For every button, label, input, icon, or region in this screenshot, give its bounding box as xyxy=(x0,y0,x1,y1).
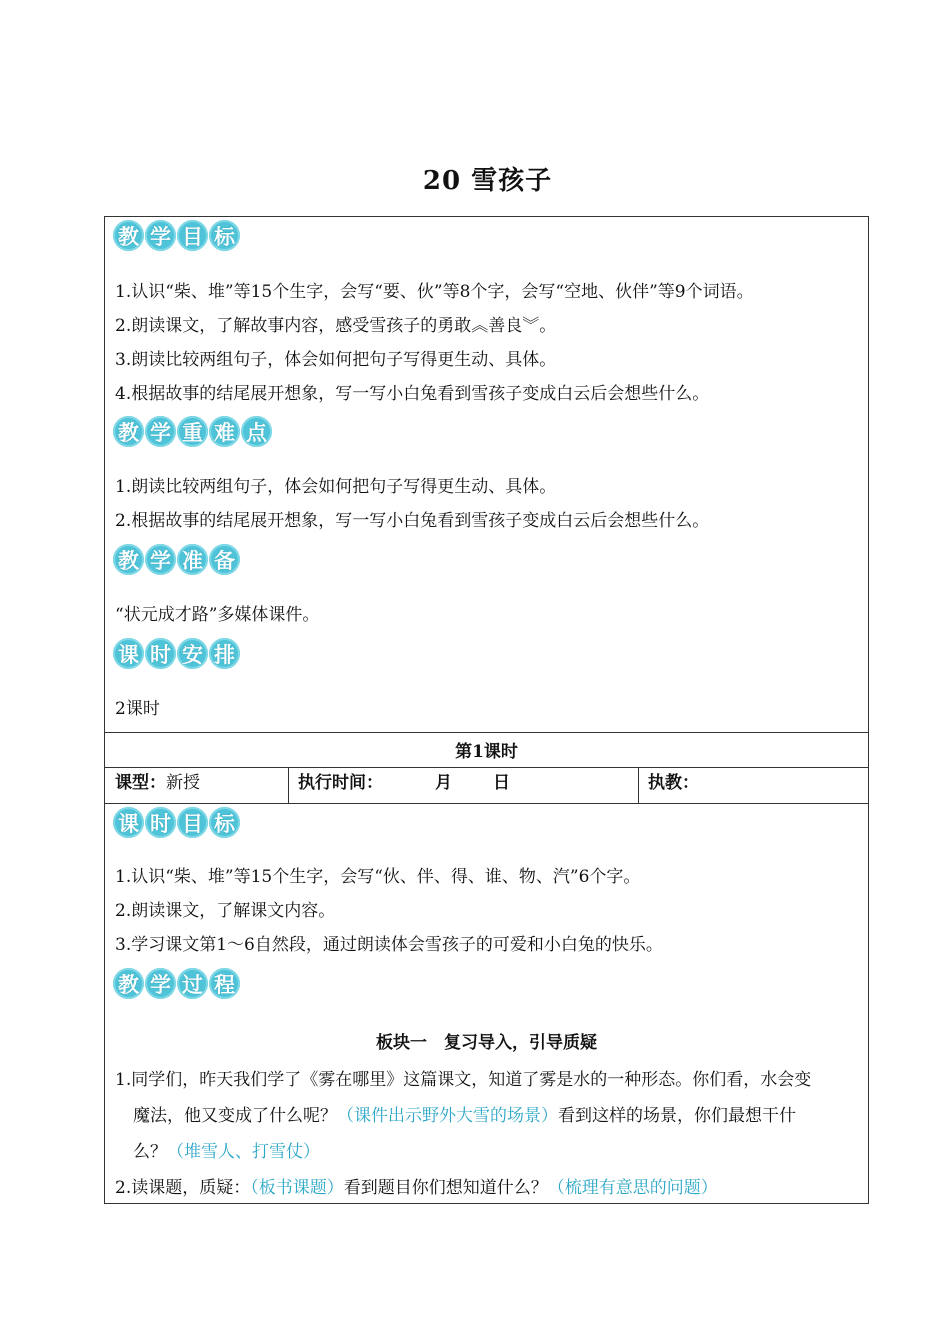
badge-char: 目 xyxy=(177,220,208,251)
badge-char: 时 xyxy=(145,638,176,669)
preparation-text: “状元成才路”多媒体课件。 xyxy=(115,605,320,625)
teacher-note: （课件出示野外大雪的场景） xyxy=(337,1106,558,1126)
badge-char: 教 xyxy=(113,416,144,447)
badge-char: 时 xyxy=(145,807,176,838)
teacher-cell xyxy=(638,768,868,804)
badge-char: 课 xyxy=(113,638,144,669)
objective-item: 1.认识“柴、堆”等15个生字，会写“要、伙”等8个字，会写“空地、伙伴”等9个词语。 xyxy=(115,282,754,302)
badge-char: 学 xyxy=(145,968,176,999)
badge-char: 准 xyxy=(177,544,208,575)
objective-item: 2.朗读课文，了解故事内容，感受雪孩子的勇敢︽善良︾。 xyxy=(115,316,557,336)
badge-char: 重 xyxy=(177,416,208,447)
process-text: 么？ xyxy=(133,1142,167,1162)
badge-char: 教 xyxy=(113,968,144,999)
teacher-note: （梳理有意思的问题） xyxy=(547,1178,718,1198)
time-cell xyxy=(288,768,638,804)
process-badge xyxy=(113,968,240,999)
badge-char: 学 xyxy=(145,416,176,447)
badge-char: 教 xyxy=(113,220,144,251)
lesson-body xyxy=(105,803,868,1203)
lesson-info-row xyxy=(105,767,868,804)
lesson-objectives-badge xyxy=(113,807,240,838)
time-label: 执行时间： xyxy=(298,773,383,793)
process-line xyxy=(115,1098,860,1134)
lesson-objective-item: 3.学习课文第1～6自然段，通过朗读体会雪孩子的可爱和小白兔的快乐。 xyxy=(115,935,663,955)
keypoint-item: 2.根据故事的结尾展开想象，写一写小白兔看到雪孩子变成白云后会想些什么。 xyxy=(115,511,710,531)
badge-char: 标 xyxy=(209,220,240,251)
type-cell xyxy=(105,768,288,804)
badge-char: 程 xyxy=(209,968,240,999)
lesson-header: 第1课时 xyxy=(455,742,518,762)
preparation-badge xyxy=(113,544,240,575)
process-text: 看到这样的场景，你们最想干什 xyxy=(558,1106,796,1126)
type-label: 课型： xyxy=(115,773,166,793)
badge-char: 学 xyxy=(145,220,176,251)
badge-char: 学 xyxy=(145,544,176,575)
badge-char: 过 xyxy=(177,968,208,999)
process-text: 魔法，他又变成了什么呢？ xyxy=(133,1106,337,1126)
objective-item: 3.朗读比较两组句子，体会如何把句子写得更生动、具体。 xyxy=(115,350,557,370)
objectives-badge xyxy=(113,220,240,251)
schedule-text: 2课时 xyxy=(115,699,160,719)
badge-char: 备 xyxy=(209,544,240,575)
section-title: 板块一 复习导入，引导质疑 xyxy=(376,1033,597,1053)
badge-char: 安 xyxy=(177,638,208,669)
teacher-note: （板书课题） xyxy=(250,1178,344,1198)
process-line xyxy=(115,1170,860,1206)
badge-char: 排 xyxy=(209,638,240,669)
objective-item: 4.根据故事的结尾展开想象，写一写小白兔看到雪孩子变成白云后会想些什么。 xyxy=(115,384,710,404)
badge-char: 难 xyxy=(209,416,240,447)
day-label: 日 xyxy=(493,773,510,793)
lesson-header-row xyxy=(105,732,868,768)
keypoints-badge xyxy=(113,416,272,447)
process-text: 看到题目你们想知道什么？ xyxy=(343,1178,548,1198)
process-line: 1.同学们，昨天我们学了《雾在哪里》这篇课文，知道了雾是水的一种形态。你们看，水会变 xyxy=(115,1070,812,1090)
badge-char: 课 xyxy=(113,807,144,838)
schedule-badge xyxy=(113,638,240,669)
teacher-note: （堆雪人、打雪仗） xyxy=(167,1142,320,1162)
process-paragraph-1 xyxy=(115,1062,860,1206)
badge-char: 教 xyxy=(113,544,144,575)
process-text: 2.读课题，质疑： xyxy=(115,1178,251,1198)
teacher-label: 执教： xyxy=(648,773,699,793)
badge-char: 标 xyxy=(209,807,240,838)
month-label: 月 xyxy=(435,773,452,793)
keypoint-item: 1.朗读比较两组句子，体会如何把句子写得更生动、具体。 xyxy=(115,477,557,497)
lesson-plan-table xyxy=(104,216,869,1204)
badge-char: 点 xyxy=(241,416,272,447)
process-line xyxy=(115,1134,860,1170)
lesson-objective-item: 2.朗读课文，了解课文内容。 xyxy=(115,901,336,921)
page-title: 20 雪孩子 xyxy=(422,166,553,196)
type-value: 新授 xyxy=(166,773,200,793)
lesson-objective-item: 1.认识“柴、堆”等15个生字，会写“伙、伴、得、谁、物、汽”6个字。 xyxy=(115,867,641,887)
badge-char: 目 xyxy=(177,807,208,838)
